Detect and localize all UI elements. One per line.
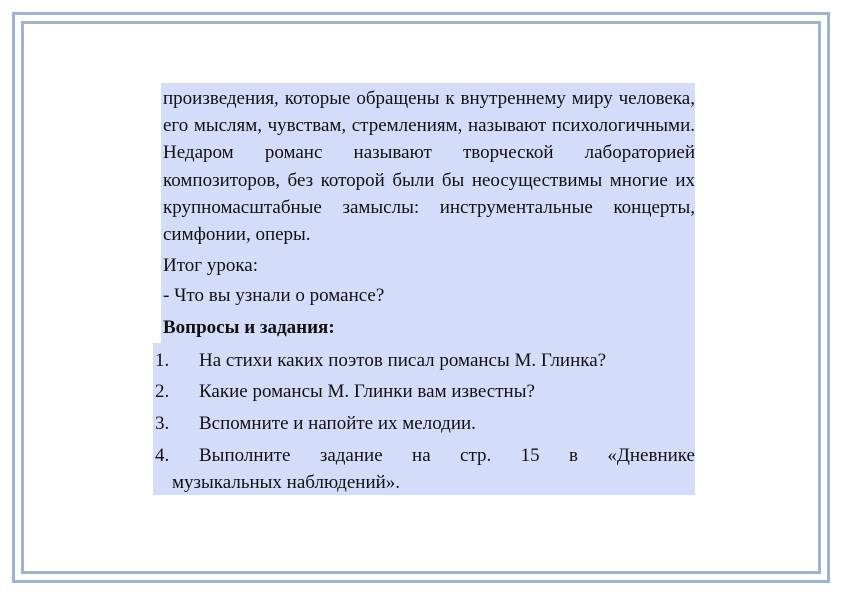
list-item-number: 3. [155,413,170,434]
list-item-text: Вспомните и напойте их мелодии. [199,413,476,434]
list-item-number: 1. [155,350,170,371]
lesson-summary-label: Итог урока: [163,255,258,276]
list-item-text: На стихи каких поэтов писал романсы М. Глинка? [199,350,607,371]
list-item-number: 2. [155,381,170,402]
main-paragraph: произведения, которые обращены к внутреннему миру человека, его мыслям, чувствам, стремлениям, называют психологичными. Недаром романс называют творческой лабораторией композиторов, без которой были бы неосуществимы многие их крупномасштабные замыслы: инструментальные концерты, симфонии, оперы. [163,88,695,246]
list-item-text: Выполните задание на стр. 15 в «Дневнике [199,445,695,466]
tasks-heading: Вопросы и задания: [163,317,335,338]
list-item-text: Какие романсы М. Глинки вам известны? [199,381,535,402]
list-item-text-continuation: музыкальных наблюдений». [172,472,401,493]
summary-question: - Что вы узнали о романсе? [163,285,385,306]
list-item-number: 4. [155,445,170,466]
